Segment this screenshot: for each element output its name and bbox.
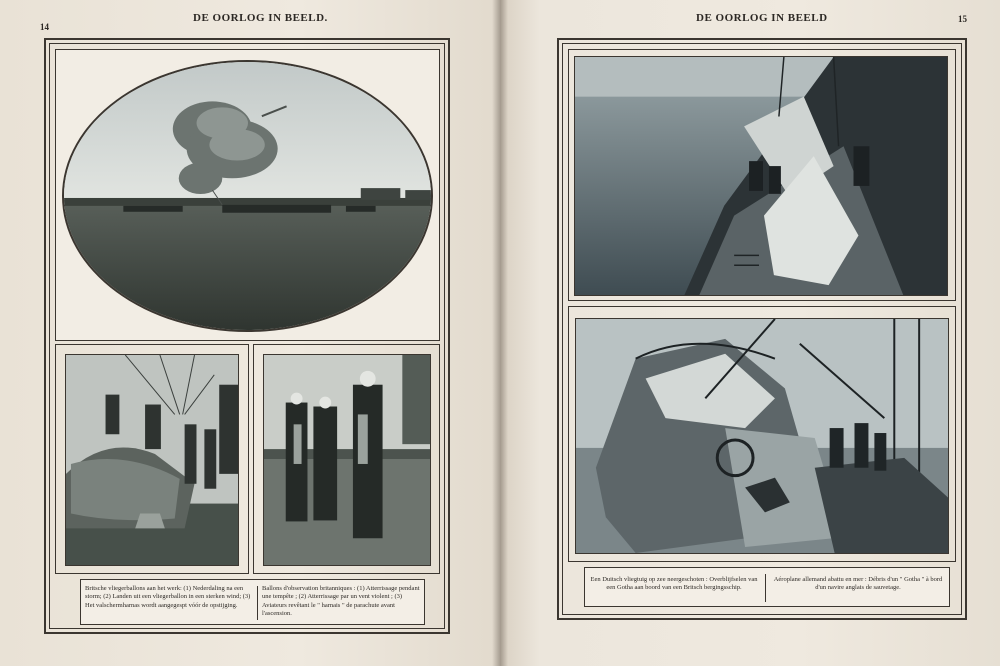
parachute-harness-photo bbox=[263, 354, 431, 566]
salvage-ship-deck-photo bbox=[574, 56, 948, 296]
caption-box-left bbox=[80, 579, 425, 625]
caption-dutch-right: Een Duitsch vliegtuig op zee neergeschoten : Overblijfselen van een Gotha aan boord van een Britsch bergingsschip. bbox=[590, 576, 758, 592]
gotha-wreckage-photo bbox=[575, 318, 949, 554]
page-number-right: 15 bbox=[958, 14, 967, 24]
page-header-left: DE OORLOG IN BEELD. bbox=[193, 12, 328, 24]
page-number-left: 14 bbox=[40, 22, 49, 32]
caption-box-right bbox=[584, 567, 950, 607]
oval-photo-frame bbox=[55, 49, 440, 341]
book-gutter bbox=[492, 0, 508, 666]
balloon-landing-photo bbox=[62, 60, 433, 332]
balloon-basket-photo bbox=[65, 354, 239, 566]
caption-divider-right bbox=[765, 574, 766, 602]
caption-french-right: Aéroplane allemand abattu en mer : Débris d'un " Gotha " à bord d'un navire anglais de sauvetage. bbox=[773, 576, 943, 592]
page-header-right: DE OORLOG IN BEELD bbox=[696, 12, 828, 24]
caption-dutch-left: Britsche vliegerballons aan het werk: (1) Nederdaling na een storm; (2) Landen uit een vliegerballon in een sterken wind; (3) Het valschermharnas wordt aangegespt vóór de opstijging. bbox=[85, 585, 251, 609]
caption-divider-left bbox=[257, 586, 258, 620]
right-page bbox=[500, 0, 1000, 666]
caption-french-left: Ballons d'observation britanniques : (1) Atterrissage pendant une tempête ; (2) Atterrissage par un vent violent ; (3) Aviateurs revêtant le " harnais " de parachute avant l'ascension. bbox=[262, 585, 420, 618]
